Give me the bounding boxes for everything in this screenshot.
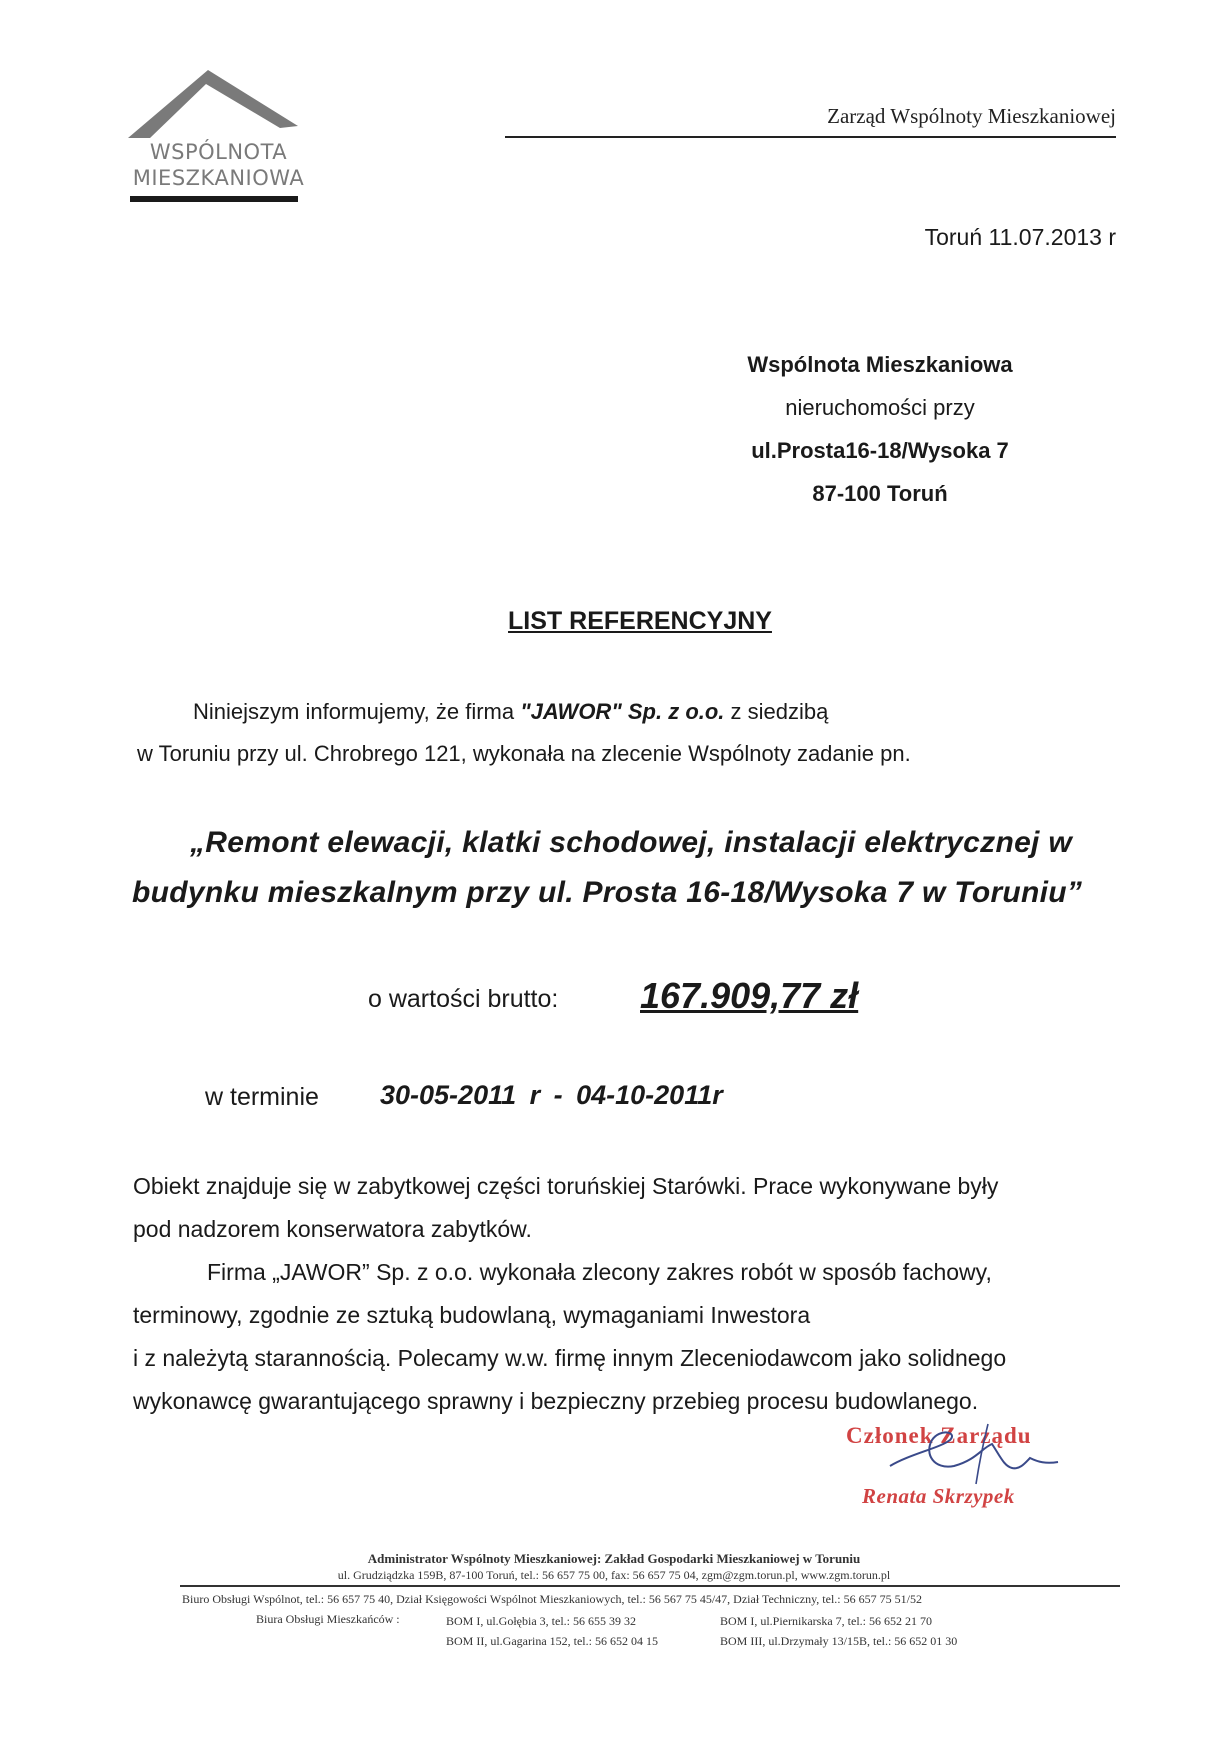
intro-text-start: Niniejszym informujemy, że firma	[193, 699, 521, 724]
intro-line-2: w Toruniu przy ul. Chrobrego 121, wykonała na zlecenie Wspólnoty zadanie pn.	[137, 741, 911, 766]
logo-line-2: MIESZKANIOWA	[132, 166, 305, 190]
letter-title: LIST REFERENCYJNY	[508, 607, 772, 635]
intro-text-end: z siedzibą	[724, 699, 829, 724]
recipient-name: Wspólnota Mieszkaniowa	[747, 352, 1013, 377]
term-range: 30-05-2011 r - 04-10-2011r	[380, 1080, 723, 1110]
footer-bom-1: BOM I, ul.Gołębia 3, tel.: 56 655 39 32	[446, 1614, 636, 1628]
term-label: w terminie	[205, 1083, 319, 1111]
body-p1-line-1: Obiekt znajduje się w zabytkowej części toruńskiej Starówki. Prace wykonywane były	[133, 1173, 999, 1199]
footer-bom-2: BOM I, ul.Piernikarska 7, tel.: 56 652 21 70	[720, 1614, 932, 1628]
body-p2-line-2: terminowy, zgodnie ze sztuką budowlaną, wymaganiami Inwestora	[133, 1302, 811, 1328]
body-p2-line-3: i z należytą starannością. Polecamy w.w. firmę innym Zleceniodawcom jako solidnego	[133, 1345, 1007, 1371]
value-amount: 167.909,77 zł	[640, 975, 859, 1016]
body-p1-line-2: pod nadzorem konserwatora zabytków.	[133, 1216, 532, 1242]
footer-bom-3: BOM II, ul.Gagarina 152, tel.: 56 652 04 15	[446, 1634, 658, 1648]
value-label: o wartości brutto:	[368, 985, 559, 1013]
task-line-1: „Remont elewacji, klatki schodowej, instalacji elektrycznej w	[190, 826, 1072, 859]
intro-line-1	[193, 699, 828, 725]
body-p2-line-1: Firma „JAWOR” Sp. z o.o. wykonała zlecony zakres robót w sposób fachowy,	[207, 1259, 992, 1285]
signature-role-stamp: Członek Zarządu	[846, 1423, 1032, 1448]
logo-underline	[130, 196, 298, 202]
header-organization: Zarząd Wspólnoty Mieszkaniowej	[827, 104, 1116, 128]
logo-roof-icon	[126, 68, 306, 140]
header-rule	[505, 136, 1116, 138]
logo-line-1: WSPÓLNOTA	[149, 140, 288, 164]
footer-bom-label: Biura Obsługi Mieszkańców :	[256, 1612, 400, 1626]
footer-administrator: Administrator Wspólnoty Mieszkaniowej: Zakład Gospodarki Mieszkaniowej w Toruniu	[367, 1551, 861, 1566]
footer-rule	[180, 1585, 1120, 1587]
signature-name-stamp: Renata Skrzypek	[862, 1484, 1015, 1508]
recipient-line-2: nieruchomości przy	[785, 395, 975, 420]
body-p2-line-4: wykonawcę gwarantującego sprawny i bezpieczny przebieg procesu budowlanego.	[133, 1388, 979, 1414]
task-line-2: budynku mieszkalnym przy ul. Prosta 16-18/Wysoka 7 w Toruniu”	[132, 876, 1083, 909]
intro-company: "JAWOR" Sp. z o.o.	[520, 699, 725, 724]
recipient-street: ul.Prosta16-18/Wysoka 7	[751, 438, 1009, 463]
footer-offices: Biuro Obsługi Wspólnot, tel.: 56 657 75 40, Dział Księgowości Wspólnot Mieszkaniowych, tel.: 56 567 75 45/47, Dział Techniczny, tel.: 56 657 75 51/52	[182, 1592, 922, 1606]
letter-date: Toruń 11.07.2013 r	[924, 224, 1116, 250]
handwritten-signature-icon	[880, 1418, 1090, 1488]
footer-bom-4: BOM III, ul.Drzymały 13/15B, tel.: 56 652 01 30	[720, 1634, 958, 1648]
footer-address: ul. Grudziądzka 159B, 87-100 Toruń, tel.: 56 657 75 00, fax: 56 657 75 04, zgm@zgm.torun.pl, www.zgm.torun.pl	[337, 1568, 891, 1582]
recipient-city: 87-100 Toruń	[812, 481, 948, 506]
